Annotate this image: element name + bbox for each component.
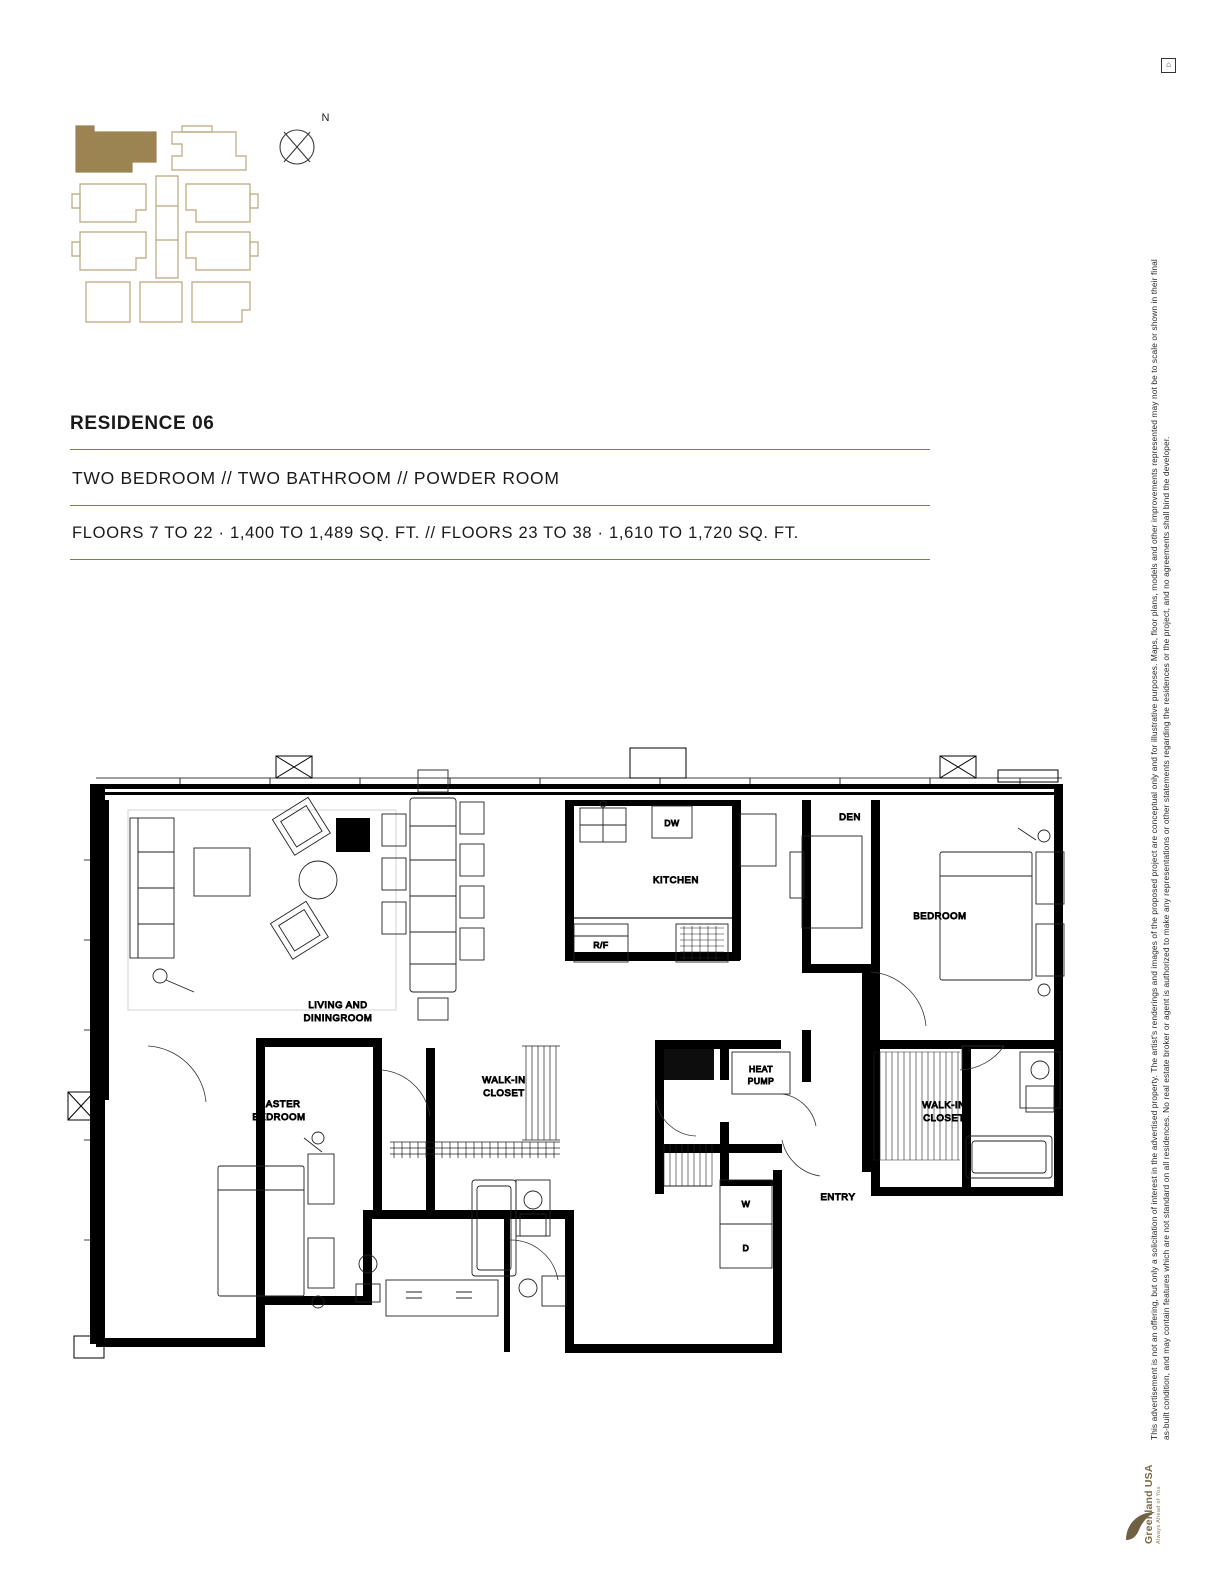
title-rule-bottom bbox=[70, 559, 930, 560]
appliance-label-washer: W bbox=[741, 1199, 751, 1209]
room-labels bbox=[252, 812, 966, 1203]
appliance-label-heatpump-2: PUMP bbox=[747, 1076, 775, 1086]
compass-rose bbox=[272, 112, 330, 172]
appliance-label-dishwasher: DW bbox=[664, 818, 680, 828]
floor-plan-svg bbox=[60, 740, 1080, 1360]
den-furniture bbox=[790, 836, 862, 928]
residence-areas: FLOORS 7 TO 22 · 1,400 TO 1,489 SQ. FT. // FLOORS 23 TO 38 · 1,610 TO 1,720 SQ. FT. bbox=[72, 524, 799, 542]
room-label-bedroom: BEDROOM bbox=[913, 911, 967, 922]
walls bbox=[90, 784, 1063, 1353]
title-block bbox=[70, 413, 930, 560]
equal-housing-icon: ⌂ bbox=[1161, 58, 1176, 73]
appliance-label-dryer: D bbox=[742, 1243, 750, 1253]
room-label-walkin-bedroom-2: CLOSET bbox=[923, 1113, 965, 1124]
room-label-master: MASTER bbox=[257, 1099, 301, 1110]
master-closet-shelving bbox=[148, 1046, 560, 1158]
disclaimer-line-2: as-built condition, and may contain features which are not standard on all residences. No real estate broker or agent is authorized to make any representations or other statements regarding the residences or the project, and no agreements shall bind the developer. bbox=[1161, 436, 1171, 1440]
room-label-walkin-master: WALK-IN bbox=[482, 1075, 526, 1086]
room-label-den: DEN bbox=[839, 812, 861, 823]
room-label-kitchen: KITCHEN bbox=[653, 875, 699, 886]
greenland-usa-logo bbox=[1122, 1458, 1184, 1544]
key-plan-svg bbox=[70, 110, 270, 325]
room-label-living: LIVING AND bbox=[308, 1000, 368, 1011]
exterior-equipment bbox=[68, 748, 1058, 1358]
building-key-plan bbox=[70, 110, 270, 325]
logo-tagline-text: Always Ahead of You bbox=[1156, 1486, 1162, 1544]
logo-name-text: Greenland USA bbox=[1143, 1464, 1155, 1544]
logo-wordmark bbox=[1143, 1464, 1162, 1544]
room-label-master-2: BEDROOM bbox=[252, 1112, 306, 1123]
compass-north-label: N bbox=[321, 112, 330, 124]
appliance-label-heatpump: HEAT bbox=[748, 1064, 774, 1074]
disclaimer-line-1: This advertisement is not an offering, but only a solicitation of interest in the advertised property. The artist's renderings and images of the proposed project are conceptual only and for illustrative purposes. Maps, floor plans, models and other improvements represented may not be to scale or shown in their final bbox=[1149, 259, 1159, 1440]
living-dining-furniture bbox=[128, 770, 484, 1020]
compass-icon bbox=[272, 118, 326, 172]
residence-name: RESIDENCE 06 bbox=[70, 413, 215, 434]
room-label-walkin-master-2: CLOSET bbox=[483, 1088, 525, 1099]
master-bedroom-furniture bbox=[218, 1132, 334, 1308]
room-label-walkin-bedroom: WALK-IN bbox=[922, 1100, 966, 1111]
floor-plan-drawing bbox=[60, 740, 1080, 1360]
residence-program: TWO BEDROOM // TWO BATHROOM // POWDER ROOM bbox=[72, 468, 560, 488]
appliance-label-refrigerator: R/F bbox=[593, 940, 609, 950]
mechanical-laundry bbox=[656, 1052, 820, 1268]
master-bath-fixtures bbox=[356, 1180, 566, 1316]
room-label-entry: ENTRY bbox=[820, 1192, 856, 1203]
legal-disclaimer bbox=[1148, 60, 1172, 1440]
room-label-living-2: DININGROOM bbox=[303, 1013, 373, 1024]
